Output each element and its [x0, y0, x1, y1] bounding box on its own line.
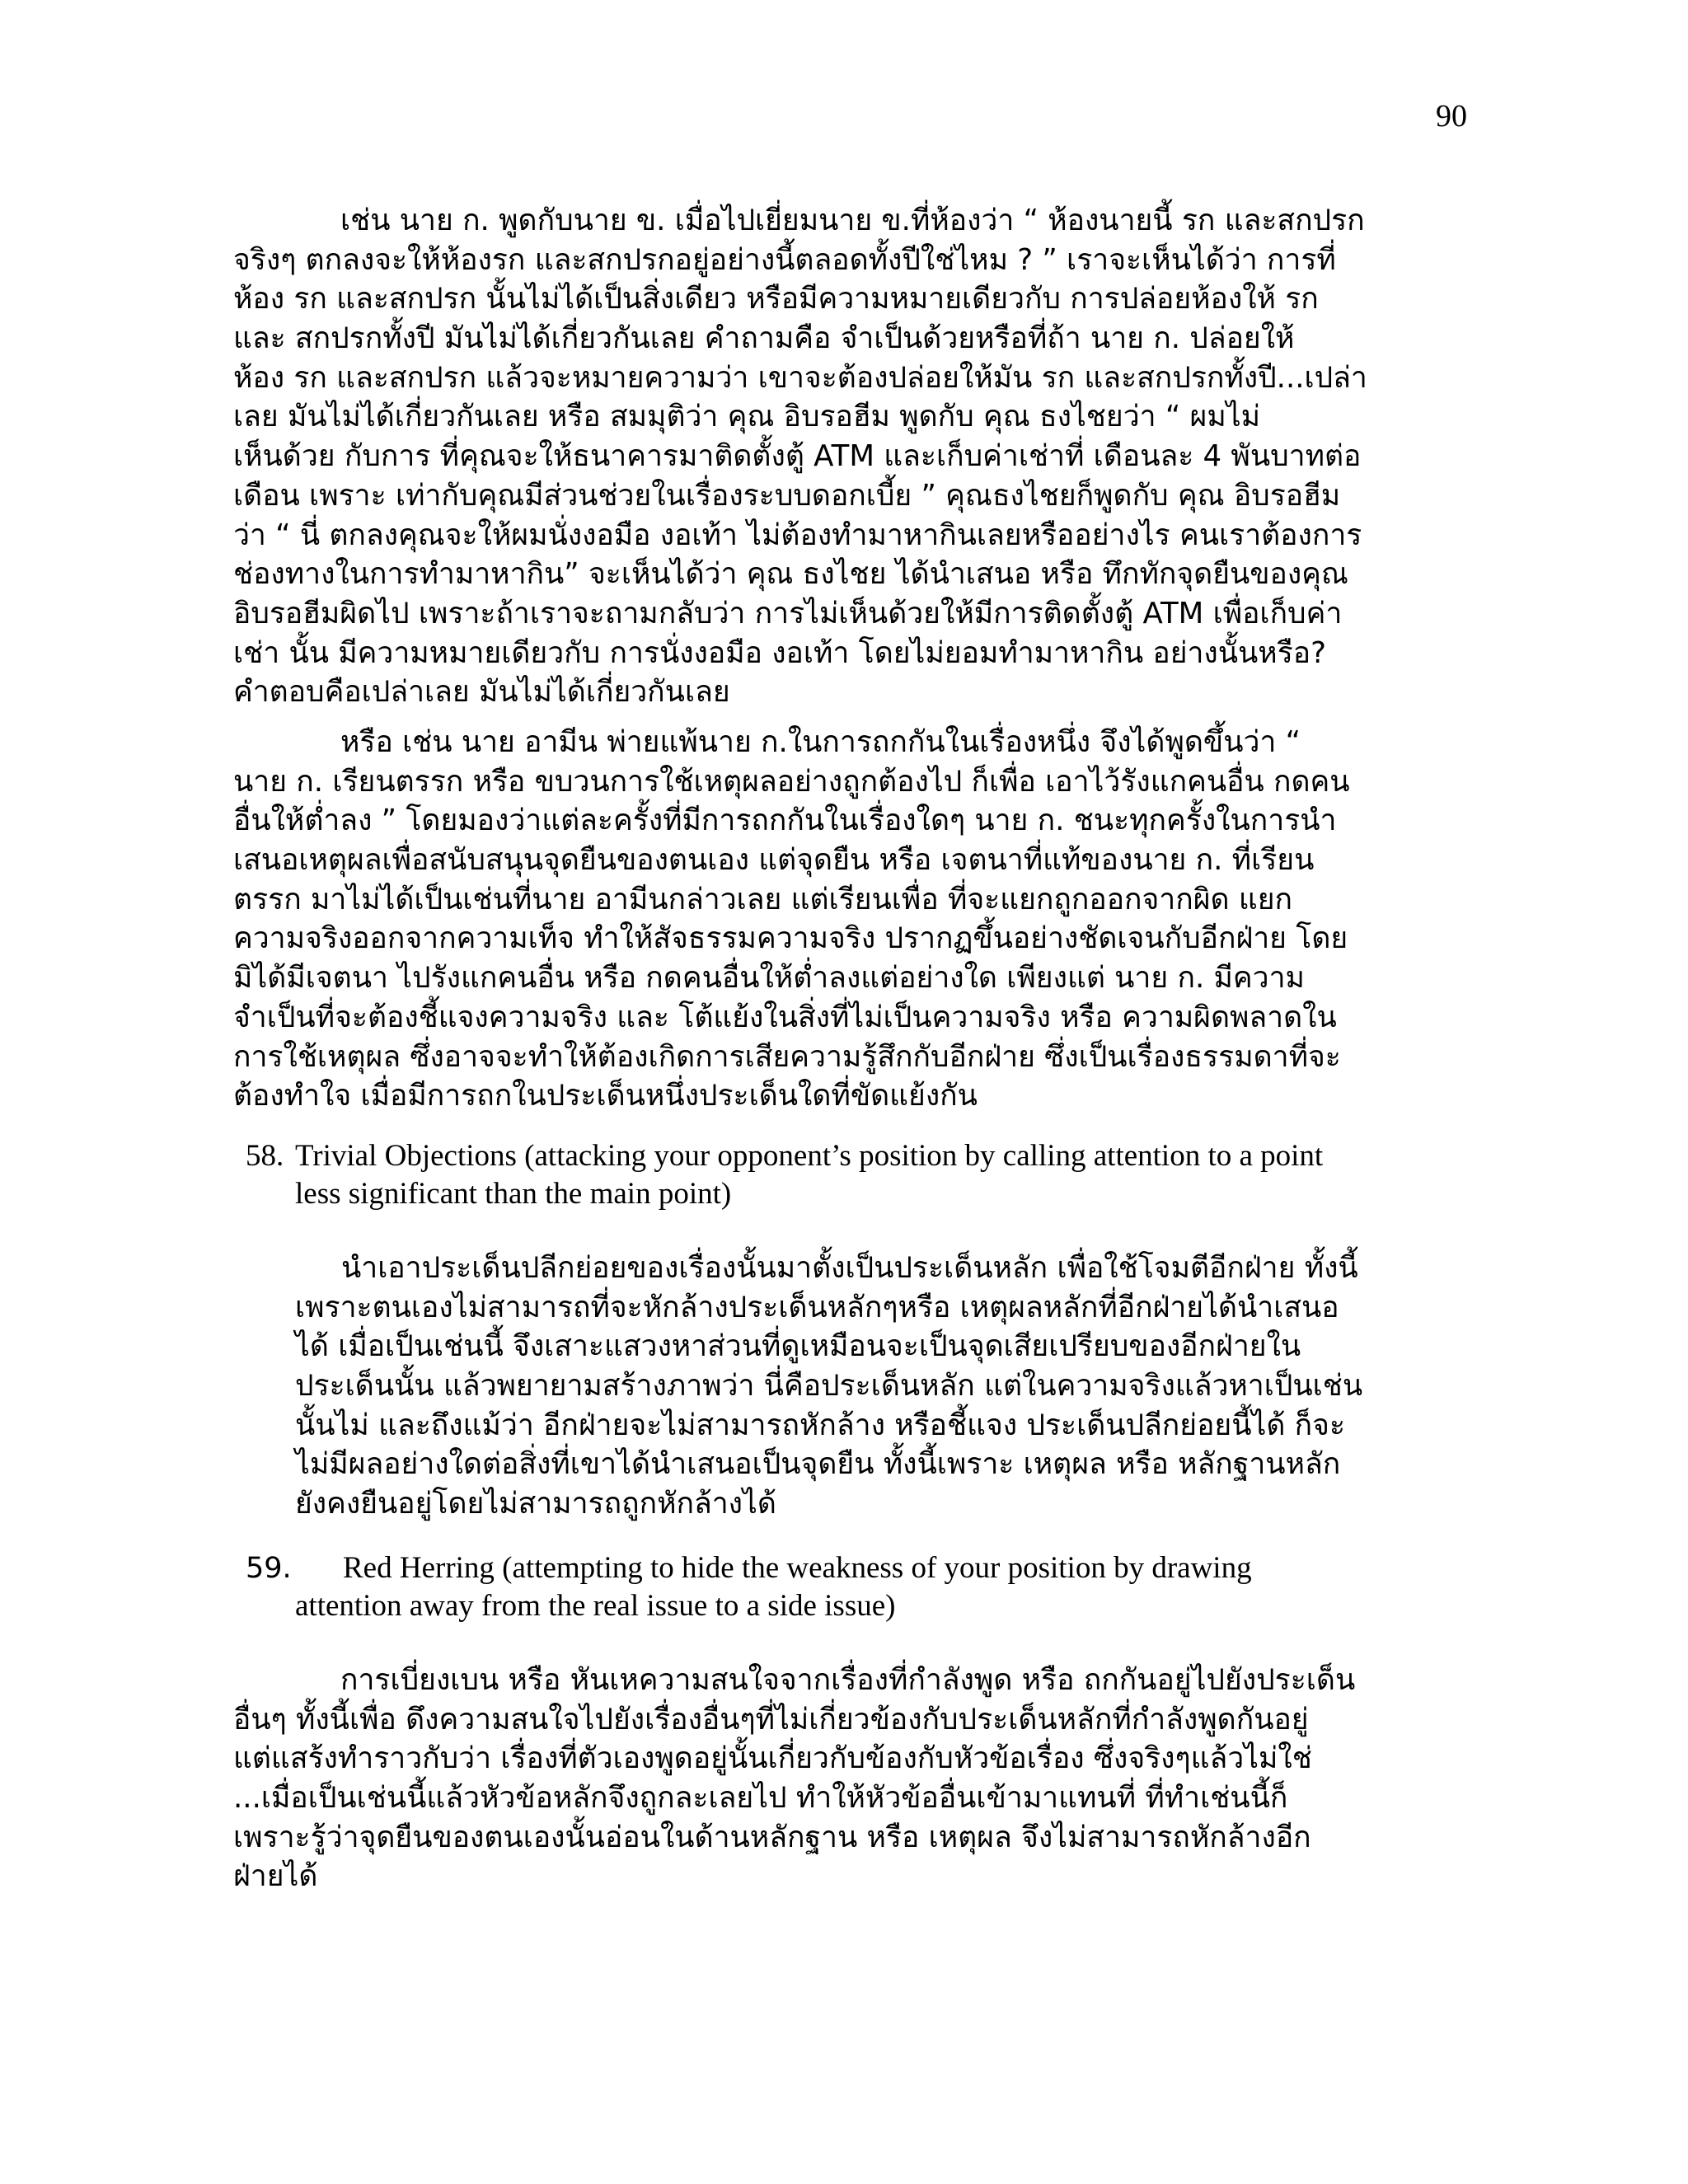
text-line: ว่า “ นี่ ตกลงคุณจะให้ผมนั่งงอมือ งอเท้า ไม่ต้องทำมาหากินเลยหรืออย่างไร คนเราต้องการ [233, 518, 1362, 552]
heading-number: 59. [246, 1552, 292, 1585]
text-line: เลย มันไม่ได้เกี่ยวกันเลย หรือ สมมุติว่า คุณ อิบรอฮีม พูดกับ คุณ ธงไชยว่า “ ผมไม่ [233, 400, 1260, 434]
paragraph-room-and-atm-example [233, 201, 1367, 712]
text-line: ต้องทำใจ เมื่อมีการถกในประเด็นหนึ่งประเด็นใดที่ขัดแย้งกัน [233, 1079, 978, 1113]
text-line: นาย ก. เรียนตรรก หรือ ขบวนการใช้เหตุผลอย่างถูกต้องไป ก็เพื่อ เอาไว้รังแกคนอื่น กดคน [233, 764, 1350, 799]
text-line: อื่นๆ ทั้งนี้เพื่อ ดึงความสนใจไปยังเรื่องอื่นๆที่ไม่เกี่ยวข้องกับประเด็นหลักที่กำลังพูดกันอยู่ [233, 1702, 1309, 1736]
heading-line: Trivial Objections (attacking your opponent’s position by calling attention to a point [295, 1139, 1324, 1173]
text-line: ไม่มีผลอย่างใดต่อสิ่งที่เขาได้นำเสนอเป็นจุดยืน ทั้งนี้เพราะ เหตุผล หรือ หลักฐานหลัก [295, 1447, 1341, 1482]
text-line: เช่า นั้น มีความหมายเดียวกับ การนั่งงอมือ งอเท้า โดยไม่ยอมทำมาหากิน อย่างนั้นหรือ? [233, 635, 1326, 670]
heading-number: 58. [246, 1139, 284, 1173]
text-line: เห็นด้วย กับการ ที่คุณจะให้ธนาคารมาติดตั้งตู้ ATM และเก็บค่าเช่าที่ เดือนละ 4 พันบาทต่อ [233, 439, 1362, 474]
text-line: และ สกปรกทั้งปี มันไม่ได้เกี่ยวกันเลย คำถามคือ จำเป็นด้วยหรือที่ถ้า นาย ก. ปล่อยให้ [233, 321, 1295, 356]
text-line: ฝ่ายได้ [233, 1859, 318, 1894]
text-line: นั้นไม่ และถึงแม้ว่า อีกฝ่ายจะไม่สามารถหักล้าง หรือชี้แจง ประเด็นปลีกย่อยนี้ได้ ก็จะ [295, 1408, 1346, 1442]
text-line: แต่แสร้งทำราวกับว่า เรื่องที่ตัวเองพูดอยู่นั้นเกี่ยวกับข้องกับหัวข้อเรื่อง ซึ่งจริงๆแล้วไม่ใช่ [233, 1741, 1312, 1776]
text-line: ยังคงยืนอยู่โดยไม่สามารถถูกหักล้างได้ [295, 1487, 776, 1521]
heading-line: Red Herring (attempting to hide the weakness of your position by drawing [343, 1551, 1252, 1585]
text-line: การใช้เหตุผล ซึ่งอาจจะทำให้ต้องเกิดการเสียความรู้สึกกับอีกฝ่าย ซึ่งเป็นเรื่องธรรมดาที่จะ [233, 1039, 1341, 1074]
text-line: ได้ เมื่อเป็นเช่นนี้ จึงเสาะแสวงหาส่วนที่ดูเหมือนจะเป็นจุดเสียเปรียบของอีกฝ่ายใน [295, 1329, 1301, 1364]
text-line: เพราะรู้ว่าจุดยืนของตนเองนั้นอ่อนในด้านหลักฐาน หรือ เหตุผล จึงไม่สามารถหักล้างอีก [233, 1820, 1311, 1854]
text-line: ห้อง รก และสกปรก แล้วจะหมายความว่า เขาจะต้องปล่อยให้มัน รก และสกปรกทั้งปี...เปล่า [233, 360, 1367, 395]
paragraph-trivial-objections [295, 1249, 1362, 1524]
text-line: ช่องทางในการทำมาหากิน” จะเห็นได้ว่า คุณ ธงไชย ได้นำเสนอ หรือ ทึกทักจุดยืนของคุณ [233, 557, 1348, 592]
text-line: การเบี่ยงเบน หรือ หันเหความสนใจจากเรื่องที่กำลังพูด หรือ ถกกันอยู่ไปยังประเด็น [340, 1663, 1356, 1697]
text-line: อิบรอฮีมผิดไป เพราะถ้าเราจะถามกลับว่า การไม่เห็นด้วยให้มีการติดตั้งตู้ ATM เพื่อเก็บค่า [233, 596, 1343, 630]
text-line: จำเป็นที่จะต้องชี้แจงความจริง และ โต้แย้งในสิ่งที่ไม่เป็นความจริง หรือ ความผิดพลาดใน [233, 1000, 1337, 1034]
page-number: 90 [1436, 99, 1467, 134]
text-line: ตรรก มาไม่ได้เป็นเช่นที่นาย อามีนกล่าวเลย แต่เรียนเพื่อ ที่จะแยกถูกออกจากผิด แยก [233, 882, 1293, 916]
heading-line: attention away from the real issue to a side issue) [295, 1589, 896, 1623]
text-line: เพราะตนเองไม่สามารถที่จะหักล้างประเด็นหลักๆหรือ เหตุผลหลักที่อีกฝ่ายได้นำเสนอ [295, 1290, 1339, 1324]
text-line: คำตอบคือเปล่าเลย มันไม่ได้เกี่ยวกันเลย [233, 675, 730, 710]
text-line: ประเด็นนั้น แล้วพยายามสร้างภาพว่า นี่คือประเด็นหลัก แต่ในความจริงแล้วหาเป็นเช่น [295, 1369, 1363, 1404]
text-line: ...เมื่อเป็นเช่นนี้แล้วหัวข้อหลักจึงถูกละเลยไป ทำให้หัวข้ออื่นเข้ามาแทนที่ ที่ทำเช่นนี้ก็ [233, 1781, 1288, 1816]
paragraph-amin-example [233, 723, 1350, 1116]
text-line: ห้อง รก และสกปรก นั้นไม่ได้เป็นสิ่งเดียว หรือมีความหมายเดียวกับ การปล่อยห้องให้ รก [233, 282, 1319, 316]
paragraph-red-herring [233, 1661, 1355, 1896]
text-line: นำเอาประเด็นปลีกย่อยของเรื่องนั้นมาตั้งเป็นประเด็นหลัก เพื่อใช้โจมตีอีกฝ่าย ทั้งนี้ [341, 1251, 1358, 1285]
section-heading-58 [246, 1137, 1323, 1213]
text-line: จริงๆ ตกลงจะให้ห้องรก และสกปรกอยู่อย่างนี้ตลอดทั้งปีใช่ไหม ? ” เราจะเห็นได้ว่า การที่ [233, 242, 1336, 277]
text-line: อื่นให้ต่ำลง ” โดยมองว่าแต่ละครั้งที่มีการถกกันในเรื่องใดๆ นาย ก. ชนะทุกครั้งในการนำ [233, 804, 1337, 838]
text-line: เสนอเหตุผลเพื่อสนับสนุนจุดยืนของตนเอง แต่จุดยืน หรือ เจตนาที่แท้ของนาย ก. ที่เรียน [233, 843, 1315, 878]
section-heading-59 [246, 1549, 1252, 1625]
text-line: ความจริงออกจากความเท็จ ทำให้สัจธรรมความจริง ปรากฏขึ้นอย่างชัดเจนกับอีกฝ่าย โดย [233, 921, 1348, 956]
text-line: มิได้มีเจตนา ไปรังแกคนอื่น หรือ กดคนอื่นให้ต่ำลงแต่อย่างใด เพียงแต่ นาย ก. มีความ [233, 961, 1305, 996]
text-line: หรือ เช่น นาย อามีน พ่ายแพ้นาย ก.ในการถกกันในเรื่องหนึ่ง จึงได้พูดขึ้นว่า “ [340, 725, 1301, 759]
heading-line: less significant than the main point) [295, 1177, 732, 1211]
text-line: เช่น นาย ก. พูดกับนาย ข. เมื่อไปเยี่ยมนาย ข.ที่ห้องว่า “ ห้องนายนี้ รก และสกปรก [340, 204, 1365, 237]
text-line: เดือน เพราะ เท่ากับคุณมีส่วนช่วยในเรื่องระบบดอกเบี้ย ” คุณธงไชยก็พูดกับ คุณ อิบรอฮีม [233, 478, 1341, 513]
